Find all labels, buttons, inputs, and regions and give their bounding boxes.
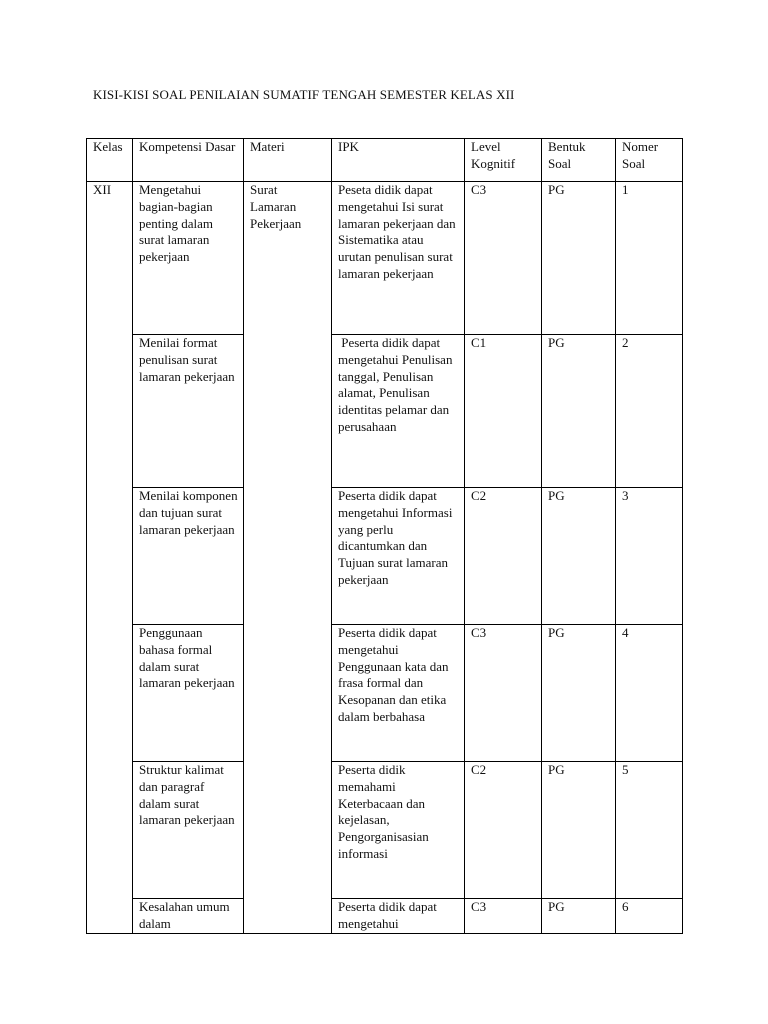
kelas-cell: XII <box>87 182 133 934</box>
ipk-cell: Peserta didik dapat mengetahui Informasi yang perlu dicantumkan dan Tujuan surat lamaran pekerjaan <box>332 488 465 625</box>
kompetensi-cell: Struktur kalimat dan paragraf dalam surat lamaran pekerjaan <box>133 762 244 899</box>
nomer-cell: 3 <box>616 488 683 625</box>
kisi-kisi-table <box>86 138 683 934</box>
kompetensi-cell: Menilai komponen dan tujuan surat lamaran pekerjaan <box>133 488 244 625</box>
kompetensi-cell: Mengetahui bagian-bagian penting dalam surat lamaran pekerjaan <box>133 182 244 335</box>
table-row <box>87 762 683 899</box>
level-cell: C2 <box>465 488 542 625</box>
bentuk-cell: PG <box>542 899 616 934</box>
header-level-kognitif: Level Kognitif <box>465 139 542 182</box>
level-cell: C3 <box>465 899 542 934</box>
header-nomer-soal: Nomer Soal <box>616 139 683 182</box>
nomer-cell: 6 <box>616 899 683 934</box>
kompetensi-cell: Penggunaan bahasa formal dalam surat lamaran pekerjaan <box>133 625 244 762</box>
bentuk-cell: PG <box>542 762 616 899</box>
table-row <box>87 625 683 762</box>
nomer-cell: 1 <box>616 182 683 335</box>
table-header-row <box>87 139 683 182</box>
table-row <box>87 182 683 335</box>
nomer-cell: 5 <box>616 762 683 899</box>
document-title: KISI-KISI SOAL PENILAIAN SUMATIF TENGAH SEMESTER KELAS XII <box>93 87 515 102</box>
table-row <box>87 488 683 625</box>
materi-cell: Surat Lamaran Pekerjaan <box>244 182 332 934</box>
nomer-cell: 2 <box>616 335 683 488</box>
bentuk-cell: PG <box>542 625 616 762</box>
header-ipk: IPK <box>332 139 465 182</box>
kompetensi-cell: Menilai format penulisan surat lamaran pekerjaan <box>133 335 244 488</box>
ipk-cell: Peserta didik dapat mengetahui Penggunaan kata dan frasa formal dan Kesopanan dan etika dalam berbahasa <box>332 625 465 762</box>
level-cell: C2 <box>465 762 542 899</box>
bentuk-cell: PG <box>542 335 616 488</box>
ipk-cell: Peserta didik dapat mengetahui Penulisan tanggal, Penulisan alamat, Penulisan identitas pelamar dan perusahaan <box>332 335 465 488</box>
level-cell: C1 <box>465 335 542 488</box>
ipk-cell: Peserta didik memahami Keterbacaan dan kejelasan, Pengorganisasian informasi <box>332 762 465 899</box>
header-kompetensi-dasar: Kompetensi Dasar <box>133 139 244 182</box>
bentuk-cell: PG <box>542 488 616 625</box>
kompetensi-cell: Kesalahan umum dalam <box>133 899 244 934</box>
level-cell: C3 <box>465 625 542 762</box>
header-materi: Materi <box>244 139 332 182</box>
level-cell: C3 <box>465 182 542 335</box>
nomer-cell: 4 <box>616 625 683 762</box>
header-bentuk-soal: Bentuk Soal <box>542 139 616 182</box>
ipk-cell: Peserta didik dapat mengetahui <box>332 899 465 934</box>
ipk-cell: Peseta didik dapat mengetahui Isi surat lamaran pekerjaan dan Sistematika atau urutan penulisan surat lamaran pekerjaan <box>332 182 465 335</box>
table-row <box>87 335 683 488</box>
table-row <box>87 899 683 934</box>
header-kelas: Kelas <box>87 139 133 182</box>
bentuk-cell: PG <box>542 182 616 335</box>
